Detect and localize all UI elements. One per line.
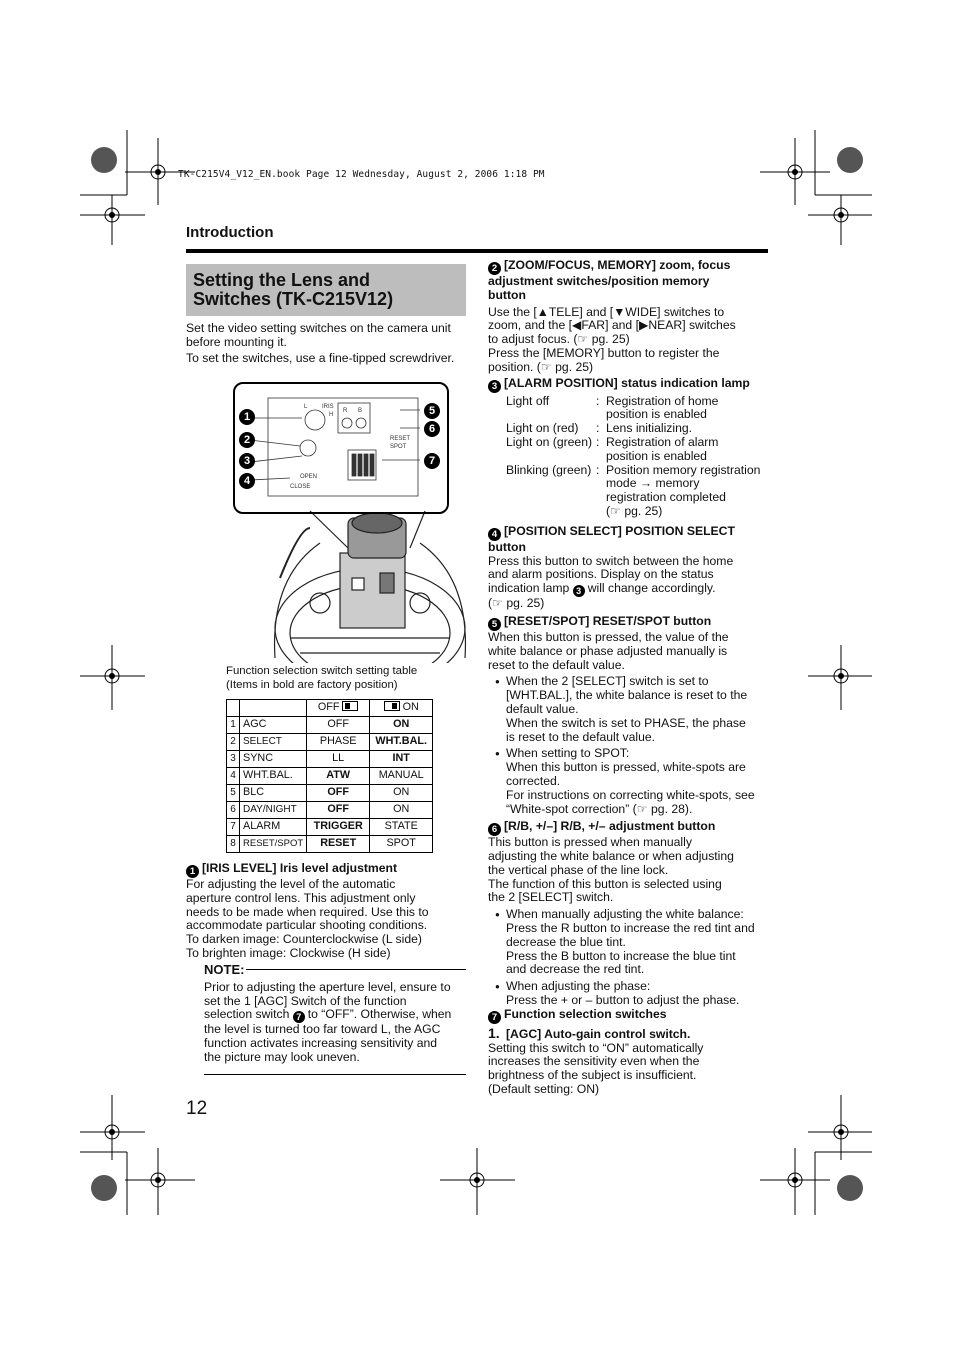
item-text: the vertical phase of the line lock. [488, 862, 669, 877]
file-header: TK-C215V4_V12_EN.book Page 12 Wednesday, August 2, 2006 1:18 PM [178, 169, 545, 180]
note-text: function activates increasing sensitivity and [204, 1036, 438, 1051]
table-header-row [227, 700, 433, 717]
item-text: (Default setting: ON) [488, 1082, 600, 1097]
table-caption-line-1: Function selection switch setting table [226, 665, 418, 677]
table-row: 4 WHT.BAL. ATW MANUAL [227, 768, 433, 785]
item-ref-badge: 7 [293, 1011, 305, 1023]
item-number-badge: 5 [488, 618, 501, 631]
page-title [193, 271, 393, 309]
item-number-badge: 4 [488, 528, 501, 541]
item-text: This button is pressed when manually [488, 835, 692, 850]
figure-callout-3 [239, 452, 258, 469]
callout-badge: 7 [424, 453, 440, 469]
figure-callout-1 [239, 408, 258, 425]
on-switch-icon [384, 701, 400, 711]
figure-label-close: CLOSE [290, 484, 311, 490]
table-row: 1 AGC OFF ON [227, 717, 433, 734]
item-text: increases the sensitivity even when the [488, 1054, 700, 1069]
intro-paragraph-1: Set the video setting switches on the camera unit before mounting it. [186, 321, 451, 349]
table-caption [226, 665, 466, 692]
item-text: When this button is pressed, the value of the [488, 629, 729, 644]
figure-callout-5 [424, 402, 443, 419]
item-text: To darken image: Counterclockwise (L side) [186, 932, 422, 947]
item-text: For adjusting the level of the automatic [186, 877, 396, 891]
item-text: white balance or phase adjusted manually is [488, 643, 728, 658]
bullet-item: ● When the 2 [SELECT] switch is set to [WHT.BAL.], the white balance is reset to the default value. When the switch is set to PHASE, the phase is reset to the default value. [488, 675, 773, 744]
title-line-2: Switches (TK-C215V12) [193, 289, 394, 309]
item-text: Press this button to switch between the home [488, 553, 734, 568]
item-title: [POSITION SELECT] POSITION SELECT [504, 523, 735, 538]
item-title: Function selection switches [504, 1006, 667, 1021]
item-text: zoom, and the [◀FAR] and [▶NEAR] switches [488, 318, 736, 333]
status-row: Light on (red) : Lens initializing. [506, 421, 693, 436]
bullet-item: ● When manually adjusting the white balance: Press the R button to increase the red tint and decrease the blue tint. Press the B button to increase the blue tint and decrease the red tint. [488, 908, 773, 977]
item-title: [RESET/SPOT] RESET/SPOT button [504, 613, 712, 628]
table-row: 8 RESET/SPOT RESET SPOT [227, 836, 433, 853]
note-text: selection switch 7 to “OFF”. Otherwise, when [204, 1007, 452, 1023]
status-lamp-table [506, 395, 773, 519]
item-number-badge: 3 [488, 380, 501, 393]
item-text: accommodate particular shooting conditions. [186, 918, 428, 933]
item-text: and alarm positions. Display on the status [488, 567, 714, 582]
intro-text [186, 322, 470, 367]
sub-item-title: [AGC] Auto-gain control switch. [506, 1026, 691, 1041]
figure-label-l: L [304, 404, 308, 410]
item-text: Press the [MEMORY] button to register the [488, 345, 720, 360]
figure-label-b: B [358, 408, 363, 414]
item-text: aperture control lens. This adjustment only [186, 890, 416, 905]
col-off: OFF [307, 700, 370, 717]
note-rule [246, 969, 466, 970]
item-text: reset to the default value. [488, 657, 625, 672]
figure-label-h: H [329, 412, 334, 418]
figure-callout-4 [239, 472, 258, 489]
col-on: ON [370, 700, 433, 717]
item-text: Setting this switch to “ON” automatically [488, 1040, 704, 1055]
callout-badge: 2 [239, 432, 255, 448]
figure-callout-2 [239, 431, 258, 448]
note-block [204, 963, 466, 1075]
callout-badge: 6 [424, 421, 440, 437]
callout-badge: 1 [239, 409, 255, 425]
item-title: adjustment switches/position memory [488, 274, 710, 288]
item-title: button [488, 539, 526, 554]
figure-label-open: OPEN [300, 474, 318, 480]
figure-label-reset: RESET [390, 436, 411, 442]
right-column [488, 259, 773, 1097]
item-text: to adjust focus. (☞ pg. 25) [488, 332, 630, 347]
item-title: [ZOOM/FOCUS, MEMORY] zoom, focus [504, 258, 731, 272]
bullet-item: ● When adjusting the phase: Press the + or – button to adjust the phase. [488, 980, 773, 1008]
figure-callout-7 [424, 452, 443, 469]
off-switch-icon [342, 701, 358, 711]
note-text: the level is turned too far toward L, the AGC [204, 1022, 441, 1037]
title-box [186, 264, 466, 316]
status-row: Blinking (green) : Position memory registration mode → memory registration completed (☞ pg. 25) [506, 462, 761, 518]
item-text: Use the [▲TELE] and [▼WIDE] switches to [488, 304, 725, 319]
item-text: needs to be made when required. Use this to [186, 904, 429, 919]
item-ref-badge: 3 [573, 585, 585, 597]
item-number-badge: 2 [488, 262, 501, 275]
note-heading: NOTE: [204, 962, 245, 977]
item-iris-level [186, 862, 471, 961]
title-line-1: Setting the Lens and [193, 270, 371, 290]
item-text: The function of this button is selected using [488, 876, 722, 891]
figure-callout-6 [424, 420, 443, 437]
table-row: 3 SYNC LL INT [227, 751, 433, 768]
section-rule [186, 249, 768, 253]
note-text: set the 1 [AGC] Switch of the function [204, 993, 407, 1008]
table-row: 5 BLC OFF ON [227, 785, 433, 802]
figure-label-spot: SPOT [390, 444, 407, 450]
table-row: 6 DAY/NIGHT OFF ON [227, 802, 433, 819]
figure-label-iris: IRIS [322, 404, 334, 410]
item-text: (☞ pg. 25) [488, 596, 545, 611]
item-text: adjusting the white balance or when adjusting [488, 849, 734, 864]
table-row: 7 ALARM TRIGGER STATE [227, 819, 433, 836]
item-number-badge: 6 [488, 823, 501, 836]
item-title: button [488, 287, 526, 302]
figure-detail-box [233, 382, 449, 514]
callout-badge: 5 [424, 403, 440, 419]
table-row: 2 SELECT PHASE WHT.BAL. [227, 734, 433, 751]
function-switch-table [226, 699, 433, 853]
item-title: [IRIS LEVEL] Iris level adjustment [202, 861, 398, 875]
item-title: [ALARM POSITION] status indication lamp [504, 375, 750, 390]
item-text: indication lamp 3 will change accordingly. [488, 581, 716, 597]
note-text: the picture may look uneven. [204, 1049, 360, 1064]
status-row: Light on (green) : Registration of alarm position is enabled [506, 434, 719, 463]
intro-paragraph-2: To set the switches, use a fine-tipped screwdriver. [186, 350, 455, 365]
status-row: Light off : Registration of home position is enabled [506, 393, 719, 422]
page-number: 12 [186, 1098, 208, 1119]
item-text: the 2 [SELECT] switch. [488, 890, 614, 905]
callout-badge: 4 [239, 473, 255, 489]
callout-badge: 3 [239, 453, 255, 469]
note-text: Prior to adjusting the aperture level, ensure to [204, 979, 451, 994]
item-text: position. (☞ pg. 25) [488, 359, 594, 374]
item-title: [R/B, +/–] R/B, +/– adjustment button [504, 819, 716, 834]
sub-item-number: 1. [488, 1024, 500, 1041]
item-number-badge: 7 [488, 1011, 501, 1024]
item-number-badge: 1 [186, 865, 199, 878]
figure-label-r: R [343, 408, 348, 414]
note-end-rule [204, 1074, 466, 1075]
item-text: To brighten image: Clockwise (H side) [186, 945, 391, 960]
section-heading: Introduction [186, 224, 274, 241]
item-text: brightness of the subject is insufficient. [488, 1068, 697, 1083]
bullet-item: ● When setting to SPOT: When this button is pressed, white-spots are corrected. For instructions on correcting white-spots, see “White-spot correction” (☞ pg. 28). [488, 747, 773, 816]
table-caption-line-2: (Items in bold are factory position) [226, 678, 398, 691]
